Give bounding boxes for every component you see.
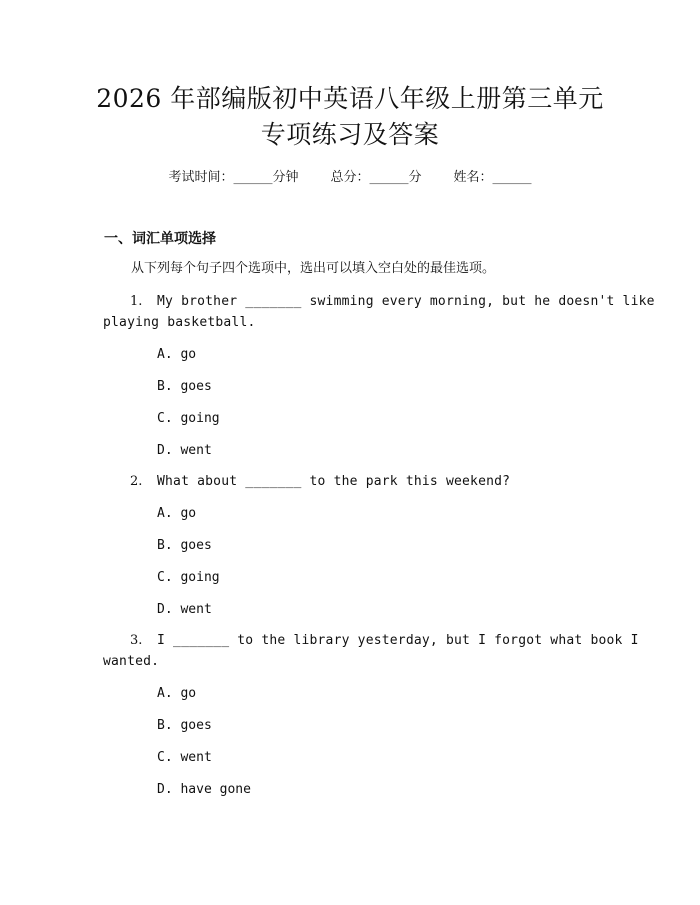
question-text: My brother _______ swimming every morning, but he doesn't like xyxy=(157,294,655,309)
answer-option: B. goes xyxy=(157,538,212,553)
document-title-line1: 2026 年部编版初中英语八年级上册第三单元 xyxy=(96,84,604,113)
total-score-label: 总分：______分 xyxy=(330,170,422,185)
answer-option: B. goes xyxy=(157,718,212,733)
section-instructions: 从下列每个句子四个选项中，选出可以填入空白处的最佳选项。 xyxy=(131,261,496,276)
question-text-continued: wanted. xyxy=(103,654,160,669)
answer-option: A. go xyxy=(157,686,197,701)
answer-option: C. going xyxy=(157,570,220,585)
answer-option: A. go xyxy=(157,347,197,362)
question-number: 3. xyxy=(130,633,143,648)
exam-info-line xyxy=(0,168,700,188)
answer-option: D. went xyxy=(157,602,212,617)
document-title-line2: 专项练习及答案 xyxy=(260,120,440,149)
answer-option: D. went xyxy=(157,443,212,458)
question-text: What about _______ to the park this weekend? xyxy=(157,474,511,489)
section-heading: 一、词汇单项选择 xyxy=(104,231,216,247)
answer-option: C. went xyxy=(157,750,212,765)
answer-option: D. have gone xyxy=(157,782,251,797)
exam-time-label: 考试时间：______分钟 xyxy=(168,170,299,185)
question-text: I _______ to the library yesterday, but I forgot what book I xyxy=(157,633,639,648)
answer-option: A. go xyxy=(157,506,197,521)
question-text-continued: playing basketball. xyxy=(103,315,256,330)
name-label: 姓名：______ xyxy=(453,170,532,185)
answer-option: B. goes xyxy=(157,379,212,394)
answer-option: C. going xyxy=(157,411,220,426)
question-number: 1. xyxy=(130,294,143,309)
question-number: 2. xyxy=(130,474,143,489)
